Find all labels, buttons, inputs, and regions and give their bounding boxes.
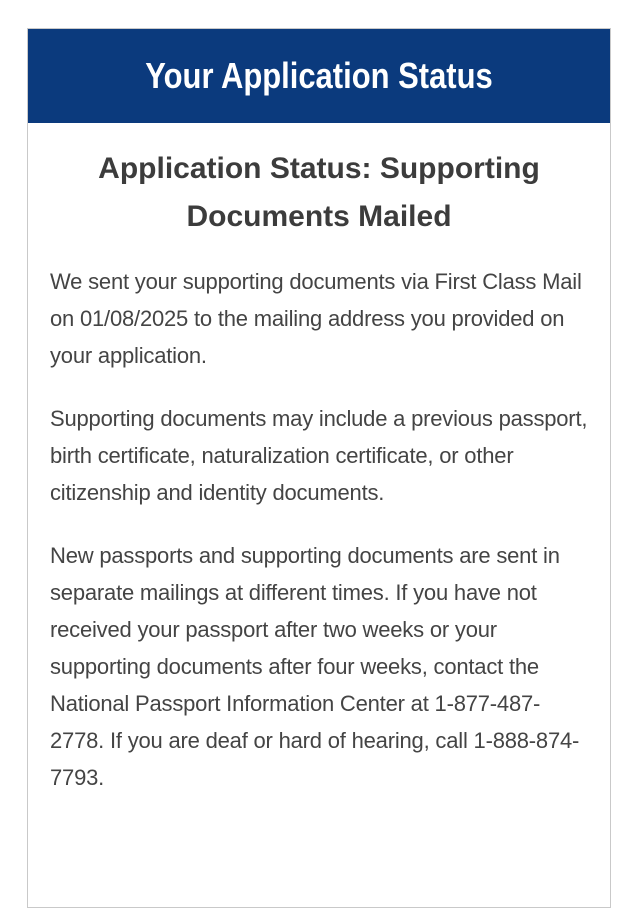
card-header [28,29,610,123]
card-body [28,123,610,796]
mailed-info-paragraph: We sent your supporting documents via First Class Mail on 01/08/2025 to the mailing address you provided on your application. [50,269,582,368]
status-heading: Application Status: Supporting Documents Mailed [98,152,540,233]
status-card [27,28,611,908]
page-title: Your Application Status [145,55,493,96]
contact-info-paragraph: New passports and supporting documents are sent in separate mailings at different times. If you have not received your passport after two weeks or your supporting documents after four weeks, contact the National Passport Information Center at 1-877-487-2778. If you are deaf or hard of hearing, call 1-888-874-7793. [50,543,580,790]
supporting-docs-paragraph: Supporting documents may include a previous passport, birth certificate, naturalization certificate, or other citizenship and identity documents. [50,406,588,505]
